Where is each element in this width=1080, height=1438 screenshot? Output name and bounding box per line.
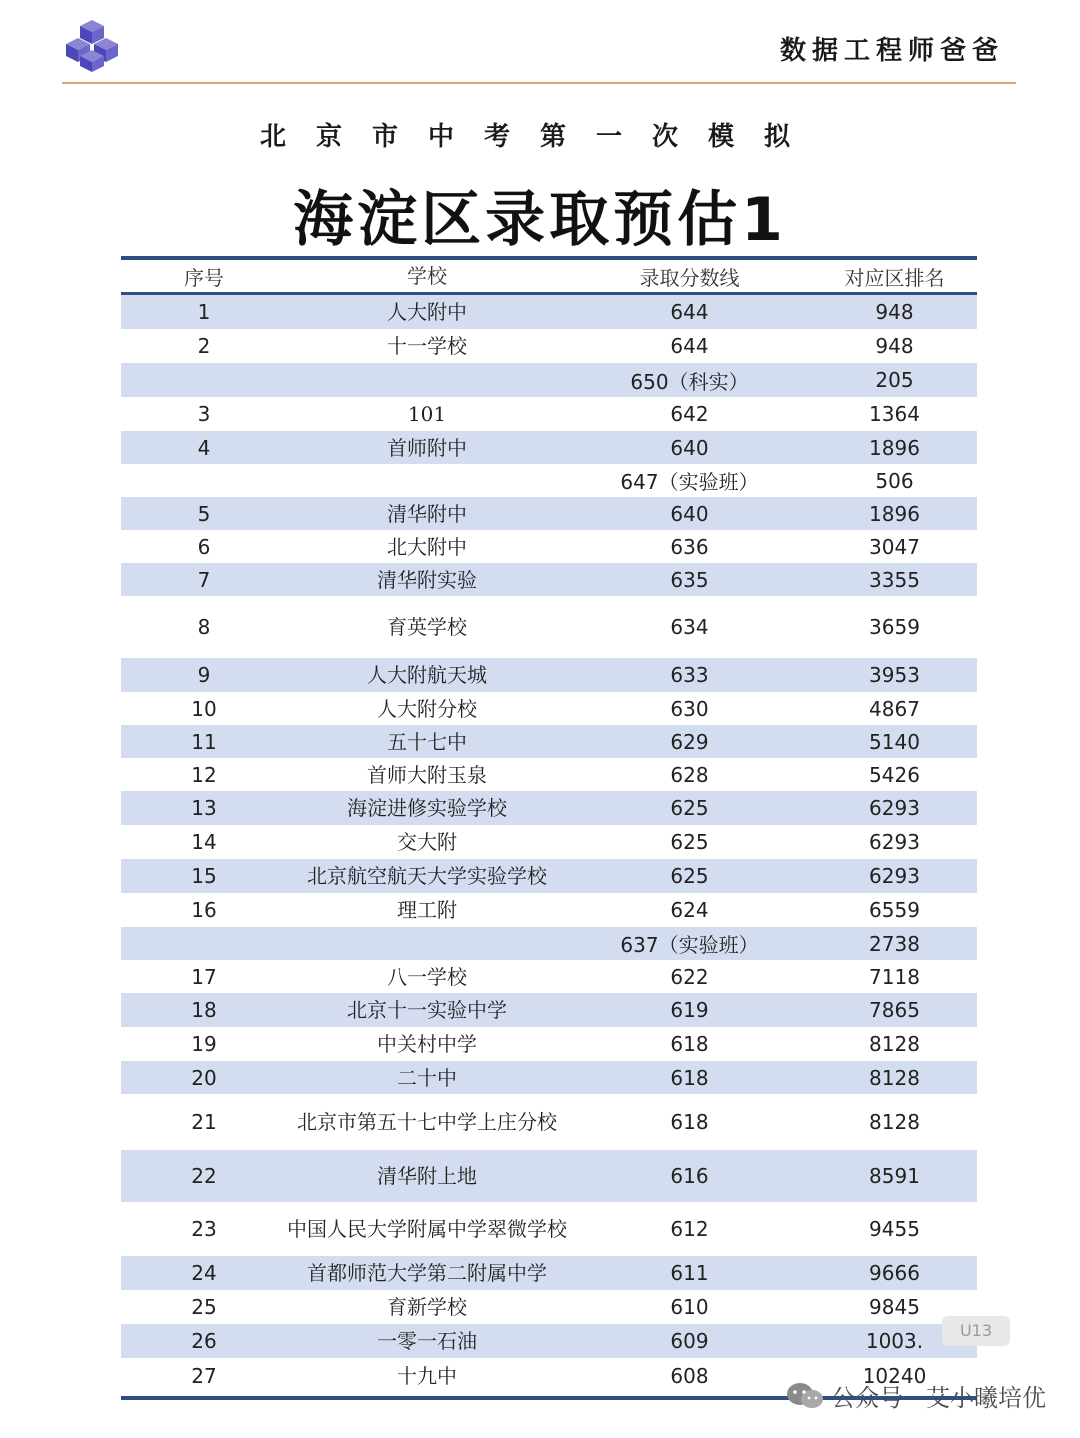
row-school: 清华附中 [387, 501, 467, 526]
row-rank: 7865 [869, 998, 920, 1022]
row-school: 海淀进修实验学校 [347, 796, 507, 820]
table-row [121, 431, 977, 464]
table-row [121, 295, 977, 329]
row-score: 644 [670, 300, 709, 324]
row-rank: 5426 [869, 762, 920, 787]
row-score: 647（实验班） [620, 470, 759, 494]
row-number: 6 [197, 534, 211, 559]
row-school: 北大附中 [387, 534, 467, 559]
wechat-icon [785, 1381, 825, 1411]
row-score: 635 [670, 567, 709, 592]
row-school: 人大附中 [387, 300, 467, 324]
row-number: 19 [191, 1032, 217, 1056]
table-header [121, 260, 977, 295]
row-rank: 4867 [869, 696, 920, 721]
row-rank: 1896 [869, 501, 920, 526]
row-number: 5 [197, 501, 211, 526]
table-row [121, 596, 977, 658]
row-number: 16 [191, 898, 217, 922]
row-school: 八一学校 [387, 964, 467, 989]
row-rank: 8128 [869, 1032, 920, 1056]
header-divider [62, 82, 1016, 84]
row-rank: 9666 [869, 1261, 920, 1285]
row-school: 交大附 [397, 830, 457, 854]
row-school: 首师大附玉泉 [367, 762, 487, 787]
row-score: 624 [670, 898, 709, 922]
table-row [121, 530, 977, 563]
row-school: 十九中 [397, 1364, 457, 1388]
table-row [121, 329, 977, 363]
table-row [121, 859, 977, 893]
wechat-account-name: 公众号 · 艾小曦培优 [831, 1384, 1046, 1412]
row-number: 14 [191, 830, 217, 854]
table-row [121, 464, 977, 497]
row-number: 18 [191, 998, 217, 1022]
row-number: 8 [197, 615, 211, 639]
row-rank: 6559 [869, 898, 920, 922]
row-score: 609 [670, 1329, 709, 1353]
row-score: 650（科实） [630, 369, 749, 394]
table-body [121, 295, 977, 1394]
row-score: 625 [670, 864, 709, 888]
row-number: 15 [191, 864, 217, 888]
row-rank: 1896 [869, 435, 920, 460]
row-number: 25 [191, 1295, 217, 1319]
admission-table [121, 256, 977, 1400]
row-school: 北京航空航天大学实验学校 [307, 864, 547, 888]
row-rank: 8591 [869, 1164, 920, 1188]
row-number: 11 [191, 729, 217, 754]
row-school: 五十七中 [387, 729, 467, 754]
row-rank: 6293 [869, 830, 920, 854]
row-rank: 8128 [869, 1065, 920, 1090]
row-score: 608 [670, 1364, 709, 1388]
row-number: 23 [191, 1217, 217, 1241]
table-row [121, 893, 977, 927]
row-school: 首师附中 [387, 435, 467, 460]
row-score: 619 [670, 998, 709, 1022]
row-rank: 3953 [869, 663, 920, 687]
table-row [121, 658, 977, 692]
row-rank: 1364 [869, 402, 920, 426]
row-school: 十一学校 [387, 334, 467, 358]
row-school: 人大附分校 [377, 696, 477, 721]
page-title: 海淀区录取预估1 [293, 185, 787, 255]
table-row [121, 1256, 977, 1290]
row-school: 101 [407, 402, 447, 426]
table-row [121, 1290, 977, 1324]
row-rank: 3047 [869, 534, 920, 559]
table-row [121, 758, 977, 791]
row-school: 人大附航天城 [367, 663, 487, 687]
row-number: 27 [191, 1364, 217, 1388]
column-header-rank: 对应区排名 [844, 265, 945, 290]
row-score: 610 [670, 1295, 709, 1319]
row-number: 4 [197, 435, 211, 460]
table-row [121, 825, 977, 859]
table-row [121, 725, 977, 758]
row-score: 633 [670, 663, 709, 687]
row-school: 一零一石油 [377, 1329, 477, 1353]
row-school: 育新学校 [387, 1295, 467, 1319]
table-row [121, 692, 977, 725]
row-school: 清华附实验 [377, 567, 477, 592]
row-school: 二十中 [397, 1065, 457, 1090]
row-score: 640 [670, 501, 709, 526]
row-number: 9 [197, 663, 211, 687]
row-score: 630 [670, 696, 709, 721]
table-row [121, 1202, 977, 1256]
table-row [121, 1027, 977, 1061]
wechat-account [785, 1378, 1046, 1413]
row-rank: 9455 [869, 1217, 920, 1241]
row-score: 640 [670, 435, 709, 460]
table-row [121, 363, 977, 397]
row-school: 中国人民大学附属中学翠微学校 [287, 1217, 567, 1241]
row-score: 618 [670, 1110, 709, 1134]
row-score: 618 [670, 1032, 709, 1056]
row-school: 北京十一实验中学 [347, 998, 507, 1022]
row-rank: 948 [875, 300, 914, 324]
row-number: 24 [191, 1261, 217, 1285]
table-row [121, 927, 977, 960]
watermark-badge: U13 [942, 1316, 1010, 1346]
row-rank: 9845 [869, 1295, 920, 1319]
row-rank: 6293 [869, 796, 920, 820]
row-number: 20 [191, 1065, 217, 1090]
row-rank: 6293 [869, 864, 920, 888]
row-number: 26 [191, 1329, 217, 1353]
row-score: 642 [670, 402, 709, 426]
row-rank: 3355 [869, 567, 920, 592]
row-score: 637（实验班） [620, 933, 759, 957]
row-school: 育英学校 [387, 615, 467, 639]
row-number: 13 [191, 796, 217, 820]
row-rank: 7118 [869, 964, 920, 989]
row-score: 618 [670, 1065, 709, 1090]
row-school: 清华附上地 [377, 1164, 477, 1188]
row-score: 625 [670, 796, 709, 820]
row-score: 634 [670, 615, 709, 639]
row-score: 611 [670, 1261, 709, 1285]
table-row [121, 1061, 977, 1094]
row-number: 10 [191, 696, 217, 721]
row-rank: 8128 [869, 1110, 920, 1134]
page-subtitle: 北京市中考第一次模拟 [259, 122, 820, 152]
row-rank: 948 [875, 334, 914, 358]
row-number: 17 [191, 964, 217, 989]
row-rank: 5140 [869, 729, 920, 754]
row-school: 中关村中学 [377, 1032, 477, 1056]
column-header-school: 学校 [407, 264, 447, 288]
row-school: 北京市第五十七中学上庄分校 [297, 1110, 557, 1134]
row-rank: 205 [875, 368, 914, 392]
table-row [121, 1324, 977, 1358]
row-number: 2 [197, 334, 211, 358]
row-number: 7 [197, 567, 211, 592]
row-rank: 1003. [865, 1329, 924, 1353]
row-number: 1 [197, 300, 211, 324]
row-number: 3 [197, 402, 211, 426]
row-score: 622 [670, 964, 709, 989]
row-number: 22 [191, 1164, 217, 1188]
row-number: 12 [191, 762, 217, 787]
column-header-score: 录取分数线 [639, 265, 740, 290]
table-row [121, 563, 977, 596]
table-row [121, 960, 977, 993]
row-score: 612 [670, 1217, 709, 1241]
row-score: 625 [670, 830, 709, 854]
row-score: 616 [670, 1164, 709, 1188]
row-school: 首都师范大学第二附属中学 [307, 1261, 547, 1285]
row-score: 628 [670, 762, 709, 787]
table-row [121, 1094, 977, 1150]
table-row [121, 1150, 977, 1202]
row-rank: 3659 [869, 615, 920, 639]
row-rank: 506 [875, 468, 914, 493]
row-school: 理工附 [397, 898, 457, 922]
table-row [121, 397, 977, 431]
row-rank: 2738 [869, 931, 920, 956]
table-row [121, 497, 977, 530]
row-score: 644 [670, 334, 709, 358]
row-rank: 10240 [862, 1364, 927, 1388]
column-header-no: 序号 [184, 265, 224, 290]
row-number: 21 [191, 1110, 217, 1134]
table-row [121, 791, 977, 825]
row-score: 629 [670, 729, 709, 754]
table-row [121, 993, 977, 1027]
row-score: 636 [670, 534, 709, 559]
brand-logo-icon [64, 18, 120, 72]
brand-name: 数据工程师爸爸 [779, 36, 1004, 66]
